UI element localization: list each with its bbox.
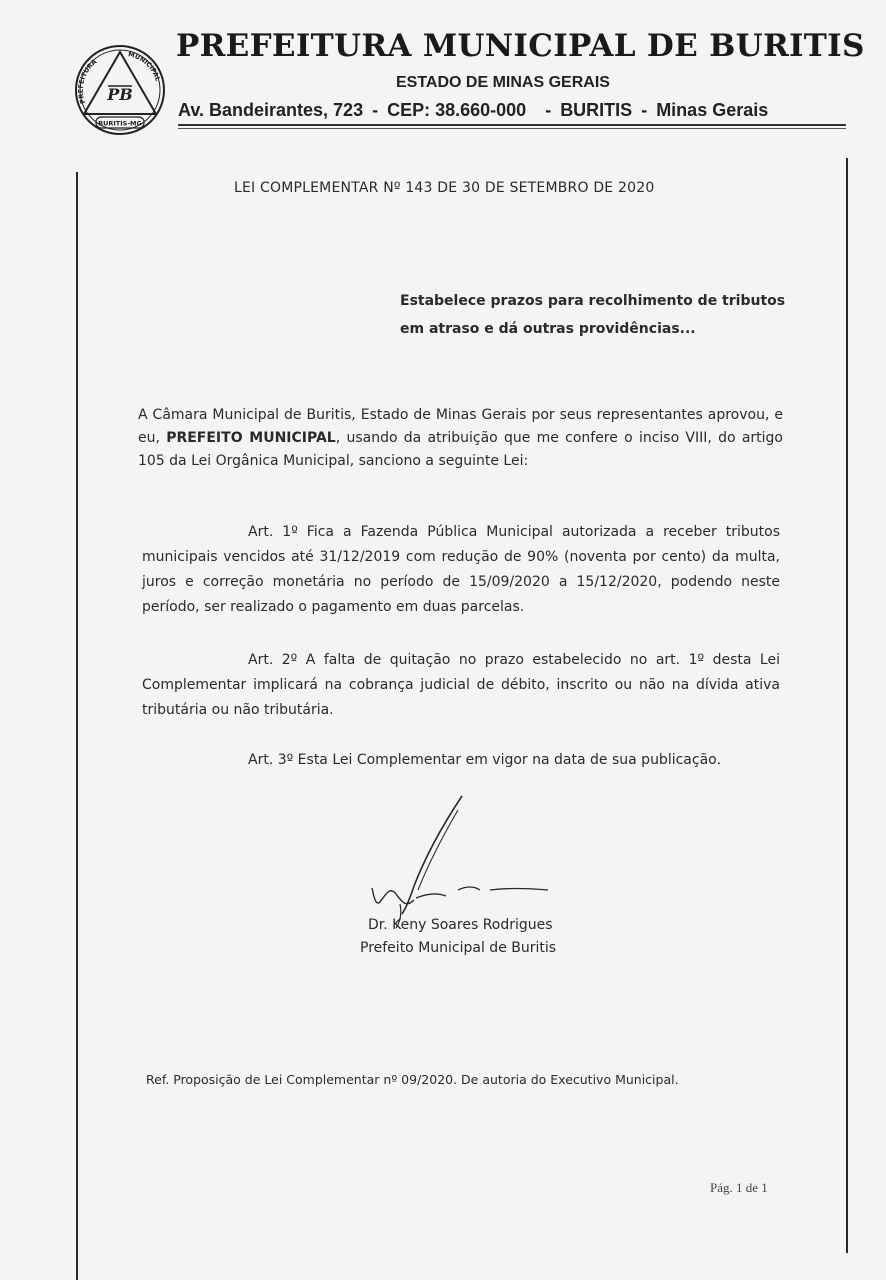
- article-2: Art. 2º A falta de quitação no prazo estabelecido no art. 1º desta Lei Complementar implicará na cobrança judicial de débito, inscrito ou não na dívida ativa tributária ou não tributária.: [142, 652, 780, 718]
- intro-text: , usando da atribuição que me confere o inciso VIII, do artigo 105 da Lei Orgânica Municipal, sanciono a seguinte Lei:: [138, 430, 783, 469]
- handwritten-signature: [366, 790, 566, 930]
- svg-text:MUNICIPAL: MUNICIPAL: [127, 50, 162, 83]
- address-separator: -: [545, 100, 552, 120]
- ementa: Estabelece prazos para recolhimento de tributos em atraso e dá outras providências...: [400, 293, 786, 337]
- address-city: BURITIS: [560, 100, 633, 120]
- header-divider: [178, 124, 846, 126]
- signatory-name: Dr. Keny Soares Rodrigues: [368, 917, 553, 933]
- svg-text:PREFEITURA: PREFEITURA: [76, 57, 99, 105]
- address-separator: -: [641, 100, 648, 120]
- header-address: [178, 100, 848, 121]
- header-title: PREFEITURA MUNICIPAL DE BURITIS: [176, 28, 865, 64]
- page-border-left: [76, 172, 78, 1280]
- page-number: Pág. 1 de 1: [710, 1180, 768, 1195]
- article-3: Art. 3º Esta Lei Complementar em vigor na data de sua publicação.: [248, 752, 721, 768]
- intro-paragraph: [138, 404, 783, 473]
- intro-bold-text: PREFEITO MUNICIPAL: [166, 430, 336, 446]
- svg-text:PB: PB: [107, 85, 133, 104]
- svg-text:BURITIS-MG: BURITIS-MG: [98, 119, 142, 128]
- page-border-right: [846, 158, 848, 1253]
- municipal-seal-icon: [74, 44, 166, 136]
- header-divider: [178, 128, 846, 129]
- intro-text: A Câmara Municipal de Buritis, Estado de Minas Gerais por seus representantes aprovou, e eu,: [138, 407, 783, 446]
- address-street: Av. Bandeirantes, 723: [178, 100, 364, 120]
- address-separator: -: [372, 100, 379, 120]
- address-cep: CEP: 38.660-000: [387, 100, 527, 120]
- article-1: Art. 1º Fica a Fazenda Pública Municipal autorizada a receber tributos municipais vencidos até 31/12/2019 com redução de 90% (noventa por cento) da multa, juros e correção monetária no período de 15/09/2020 a 15/12/2020, podendo neste período, ser realizado o pagamento em duas parcelas.: [142, 524, 780, 615]
- reference-note: Ref. Proposição de Lei Complementar nº 09/2020. De autoria do Executivo Municipal.: [146, 1072, 679, 1087]
- address-state: Minas Gerais: [656, 100, 769, 120]
- law-title: LEI COMPLEMENTAR Nº 143 DE 30 DE SETEMBRO DE 2020: [234, 180, 655, 196]
- signatory-role: Prefeito Municipal de Buritis: [360, 940, 557, 956]
- header-state: ESTADO DE MINAS GERAIS: [396, 74, 610, 91]
